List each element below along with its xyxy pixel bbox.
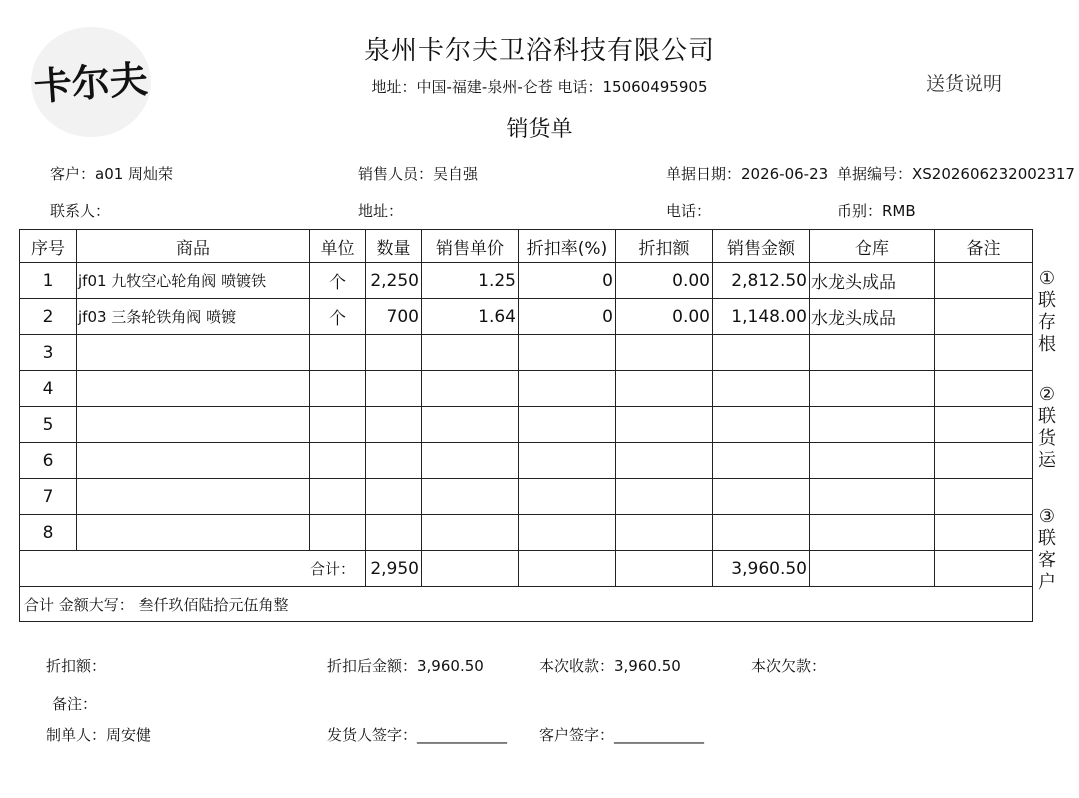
cell-sales-amount: 1,148.00: [713, 299, 810, 335]
total-empty-cell: [422, 551, 519, 587]
total-empty-cell: [935, 551, 1033, 587]
cell-goods: [77, 443, 310, 479]
cell-goods: [77, 407, 310, 443]
cell-no: 1: [20, 263, 77, 299]
cell-discount-rate: [519, 335, 616, 371]
total-empty-cell: [616, 551, 713, 587]
table-row: [20, 443, 1033, 479]
table-row: [20, 335, 1033, 371]
header-sales-amount: 销售金额: [713, 230, 810, 263]
copy-customer-char: 客: [1038, 550, 1056, 571]
cell-unit: [310, 515, 366, 551]
header-discount-rate: 折扣率(%): [519, 230, 616, 263]
cell-discount-amount: 0.00: [616, 263, 713, 299]
copy-freight-char: 联: [1038, 406, 1056, 427]
cell-price: [422, 443, 519, 479]
cell-goods: [77, 515, 310, 551]
cell-discount-amount: [616, 371, 713, 407]
cell-price: [422, 407, 519, 443]
table-row: [20, 479, 1033, 515]
cell-warehouse: 水龙头成品: [810, 263, 935, 299]
cell-qty: [366, 407, 422, 443]
cell-sales-amount: [713, 407, 810, 443]
phone-field: 电话：: [666, 202, 712, 220]
cell-warehouse: [810, 335, 935, 371]
cell-price: [422, 371, 519, 407]
cell-price: [422, 479, 519, 515]
cell-discount-rate: [519, 443, 616, 479]
amount-in-words: 合计 金额大写： 叁仟玖佰陆拾元伍角整: [20, 587, 1033, 622]
cell-sales-amount: [713, 371, 810, 407]
document-title: 销货单: [506, 117, 573, 142]
cell-price: 1.64: [422, 299, 519, 335]
cell-note: [935, 299, 1033, 335]
after-discount-field: 折扣后金额：3,960.50: [327, 657, 484, 675]
copy-freight-char: 货: [1038, 428, 1056, 449]
customer-signature-field: 客户签字：____________: [539, 726, 705, 744]
maker-field: 制单人：周安健: [46, 726, 152, 744]
table-header-row: [20, 230, 1033, 263]
document-number-field: 单据编号：XS202606232002317: [837, 165, 1075, 183]
cell-sales-amount: [713, 443, 810, 479]
cell-qty: [366, 479, 422, 515]
currency-field: 币别：RMB: [837, 202, 916, 220]
cell-qty: 700: [366, 299, 422, 335]
cell-qty: [366, 335, 422, 371]
total-label: 合计：: [20, 551, 366, 587]
cell-no: 4: [20, 371, 77, 407]
header-warehouse: 仓库: [810, 230, 935, 263]
cell-unit: [310, 371, 366, 407]
copy-stub-char: 根: [1038, 334, 1056, 355]
cell-warehouse: [810, 479, 935, 515]
cell-warehouse: [810, 443, 935, 479]
header-unit: 单位: [310, 230, 366, 263]
owed-field: 本次欠款：: [751, 657, 827, 675]
cell-discount-rate: [519, 371, 616, 407]
cell-unit: [310, 479, 366, 515]
cell-goods: jf03 三条轮铁角阀 喷镀: [77, 299, 310, 335]
cell-price: [422, 515, 519, 551]
cell-discount-rate: [519, 407, 616, 443]
copy-freight-char: ②: [1038, 384, 1056, 405]
remark-field: 备注：: [52, 695, 98, 713]
cell-note: [935, 407, 1033, 443]
cell-discount-amount: [616, 443, 713, 479]
cell-discount-rate: 0: [519, 299, 616, 335]
discount-field: 折扣额：: [46, 657, 107, 675]
cell-no: 2: [20, 299, 77, 335]
shipper-signature-field: 发货人签字：____________: [327, 726, 508, 744]
copy-label-freight: [1036, 384, 1058, 472]
cell-sales-amount: [713, 479, 810, 515]
table-row: [20, 371, 1033, 407]
cell-goods: [77, 335, 310, 371]
cell-discount-rate: [519, 479, 616, 515]
customer-field: 客户：a01 周灿荣: [50, 165, 174, 183]
cell-note: [935, 479, 1033, 515]
total-row: [20, 551, 1033, 587]
cell-unit: [310, 335, 366, 371]
cell-warehouse: [810, 371, 935, 407]
cell-unit: [310, 443, 366, 479]
copy-label-stub: [1036, 268, 1058, 356]
cell-discount-amount: [616, 515, 713, 551]
cell-warehouse: [810, 407, 935, 443]
table-row: [20, 515, 1033, 551]
total-qty: 2,950: [366, 551, 422, 587]
copy-customer-char: ③: [1038, 506, 1056, 527]
table-row: [20, 263, 1033, 299]
received-field: 本次收款：3,960.50: [539, 657, 681, 675]
cell-qty: [366, 515, 422, 551]
table-row: [20, 407, 1033, 443]
cell-price: [422, 335, 519, 371]
cell-note: [935, 515, 1033, 551]
total-amount: 3,960.50: [713, 551, 810, 587]
header-no: 序号: [20, 230, 77, 263]
cell-no: 3: [20, 335, 77, 371]
cell-qty: 2,250: [366, 263, 422, 299]
cell-unit: [310, 407, 366, 443]
cell-goods: jf01 九牧空心轮角阀 喷镀铁: [77, 263, 310, 299]
cell-price: 1.25: [422, 263, 519, 299]
cell-discount-rate: 0: [519, 263, 616, 299]
cell-sales-amount: [713, 335, 810, 371]
cell-discount-amount: 0.00: [616, 299, 713, 335]
cell-unit: 个: [310, 263, 366, 299]
cell-note: [935, 443, 1033, 479]
copy-label-customer: [1036, 506, 1058, 594]
company-address: 地址：中国-福建-泉州-仑苍 电话：15060495905: [371, 78, 708, 96]
cell-sales-amount: [713, 515, 810, 551]
delivery-note-link[interactable]: 送货说明: [926, 73, 1003, 95]
cell-unit: 个: [310, 299, 366, 335]
header-price: 销售单价: [422, 230, 519, 263]
cell-discount-rate: [519, 515, 616, 551]
customer-address-field: 地址：: [358, 202, 404, 220]
copy-customer-char: 户: [1038, 572, 1056, 593]
copy-customer-char: 联: [1038, 528, 1056, 549]
amount-in-words-row: [20, 587, 1033, 622]
cell-no: 7: [20, 479, 77, 515]
contact-field: 联系人：: [50, 202, 111, 220]
cell-sales-amount: 2,812.50: [713, 263, 810, 299]
cell-discount-amount: [616, 479, 713, 515]
copy-freight-char: 运: [1038, 450, 1056, 471]
copy-stub-char: ①: [1038, 268, 1056, 289]
cell-note: [935, 335, 1033, 371]
cell-goods: [77, 479, 310, 515]
header-goods: 商品: [77, 230, 310, 263]
cell-qty: [366, 371, 422, 407]
cell-goods: [77, 371, 310, 407]
table-row: [20, 299, 1033, 335]
cell-discount-amount: [616, 335, 713, 371]
cell-no: 6: [20, 443, 77, 479]
header-discount-amount: 折扣额: [616, 230, 713, 263]
cell-no: 5: [20, 407, 77, 443]
sales-items-table: [19, 229, 1033, 622]
header-note: 备注: [935, 230, 1033, 263]
salesperson-field: 销售人员：吴自强: [358, 165, 479, 183]
cell-qty: [366, 443, 422, 479]
copy-stub-char: 存: [1038, 312, 1056, 333]
logo-text: 卡尔夫: [32, 57, 150, 109]
copy-stub-char: 联: [1038, 290, 1056, 311]
total-empty-cell: [519, 551, 616, 587]
cell-note: [935, 263, 1033, 299]
total-empty-cell: [810, 551, 935, 587]
cell-discount-amount: [616, 407, 713, 443]
company-name: 泉州卡尔夫卫浴科技有限公司: [363, 36, 715, 66]
cell-warehouse: [810, 515, 935, 551]
cell-no: 8: [20, 515, 77, 551]
document-date-field: 单据日期：2026-06-23: [666, 165, 829, 183]
cell-warehouse: 水龙头成品: [810, 299, 935, 335]
cell-note: [935, 371, 1033, 407]
header-qty: 数量: [366, 230, 422, 263]
